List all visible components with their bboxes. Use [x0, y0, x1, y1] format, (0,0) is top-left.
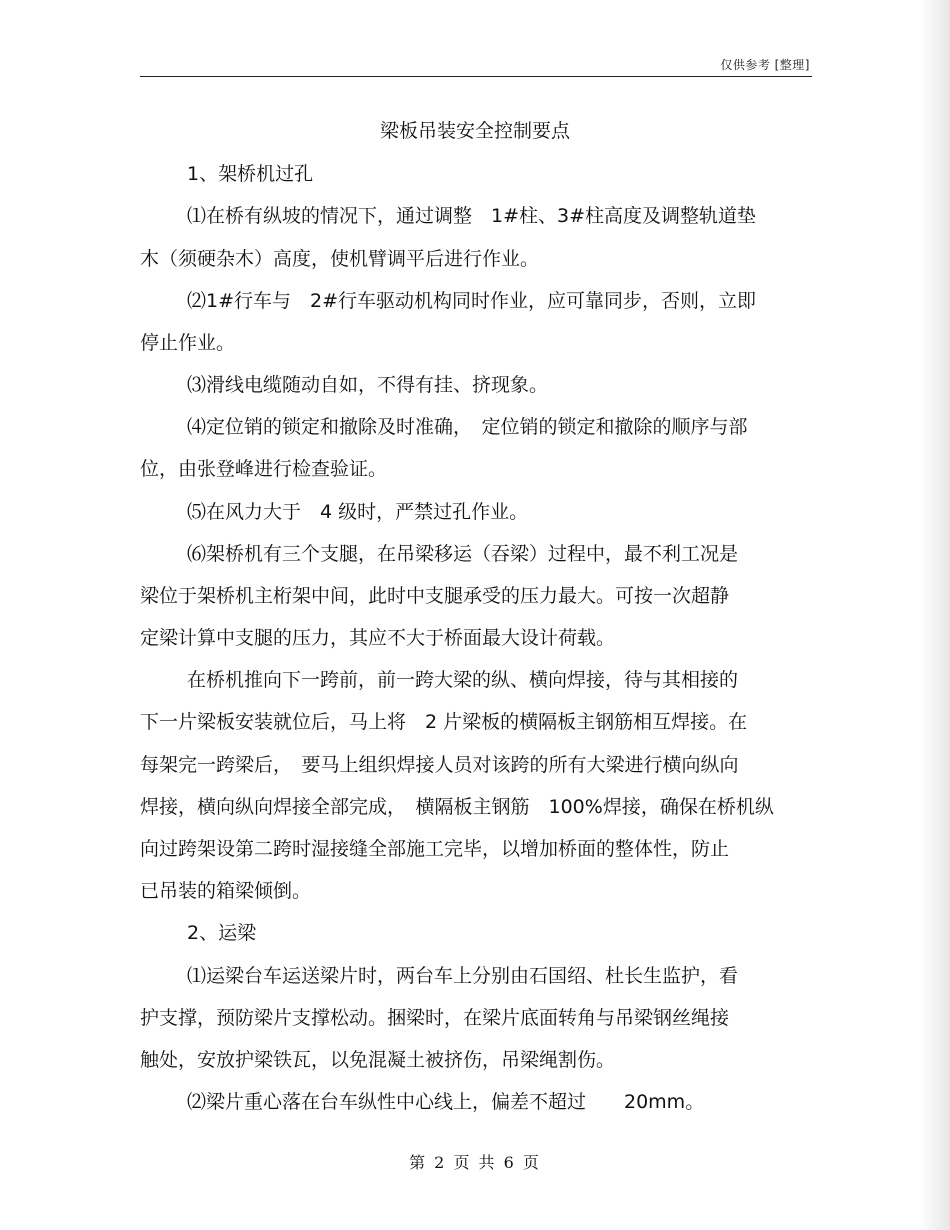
paragraph-line: ⑹架桥机有三个支腿，在吊梁移运（吞梁）过程中，最不利工况是 [187, 543, 739, 565]
paragraph-line: ⑶滑线电缆随动自如，不得有挂、挤现象。 [187, 374, 549, 396]
paragraph-line: 梁位于架桥机主桁架中间，此时中支腿承受的压力最大。可按一次超静 [140, 585, 730, 607]
page-footer: 第 2 页 共 6 页 [409, 1153, 541, 1172]
paragraph-line: 已吊装的箱梁倾倒。 [140, 880, 312, 902]
paragraph-line: 焊接，横向纵向焊接全部完成， 横隔板主钢筋 100%焊接，确保在桥机纵 [140, 796, 774, 818]
paragraph-line: 定梁计算中支腿的压力，其应不大于桥面最大设计荷载。 [140, 627, 616, 649]
paragraph-line: 触处，安放护梁铁瓦，以免混凝土被挤伤，吊梁绳割伤。 [140, 1049, 616, 1071]
paragraph-line: ⑸在风力大于 4 级时，严禁过孔作业。 [187, 501, 529, 523]
paragraph-line: 向过跨架设第二跨时湿接缝全部施工完毕，以增加桥面的整体性，防止 [140, 838, 730, 860]
paragraph-line: 护支撑，预防梁片支撑松动。捆梁时，在梁片底面转角与吊梁钢丝绳接 [140, 1007, 730, 1029]
page-edge-shadow [920, 0, 950, 1230]
paragraph-line: 下一片梁板安装就位后，马上将 2 片梁板的横隔板主钢筋相互焊接。在 [140, 711, 748, 733]
paragraph-line: ⑴在桥有纵坡的情况下，通过调整 1#柱、3#柱高度及调整轨道垫 [187, 205, 757, 227]
header-rule [140, 76, 812, 77]
section-heading-1: 1、架桥机过孔 [187, 163, 314, 185]
paragraph-line: 木（须硬杂木）高度，使机臂调平后进行作业。 [140, 248, 540, 270]
paragraph-line: ⑵1#行车与 2#行车驱动机构同时作业，应可靠同步，否则，立即 [187, 290, 757, 312]
paragraph-line: 位，由张登峰进行检查验证。 [140, 458, 388, 480]
header-note: 仅供参考 [整理] [720, 58, 810, 72]
paragraph-line: ⑵梁片重心落在台车纵性中心线上，偏差不超过 20mm。 [187, 1091, 705, 1113]
paragraph-line: 停止作业。 [140, 332, 236, 354]
paragraph-line: ⑴运梁台车运送梁片时，两台车上分别由石国绍、杜长生监护，看 [187, 965, 739, 987]
section-heading-2: 2、运梁 [187, 922, 257, 944]
paragraph-line: 每架完一跨梁后， 要马上组织焊接人员对该跨的所有大梁进行横向纵向 [140, 754, 739, 776]
document-title: 梁板吊装安全控制要点 [379, 120, 570, 142]
paragraph-line: 在桥机推向下一跨前，前一跨大梁的纵、横向焊接，待与其相接的 [187, 669, 739, 691]
paragraph-line: ⑷定位销的锁定和撤除及时准确， 定位销的锁定和撤除的顺序与部 [187, 416, 748, 438]
